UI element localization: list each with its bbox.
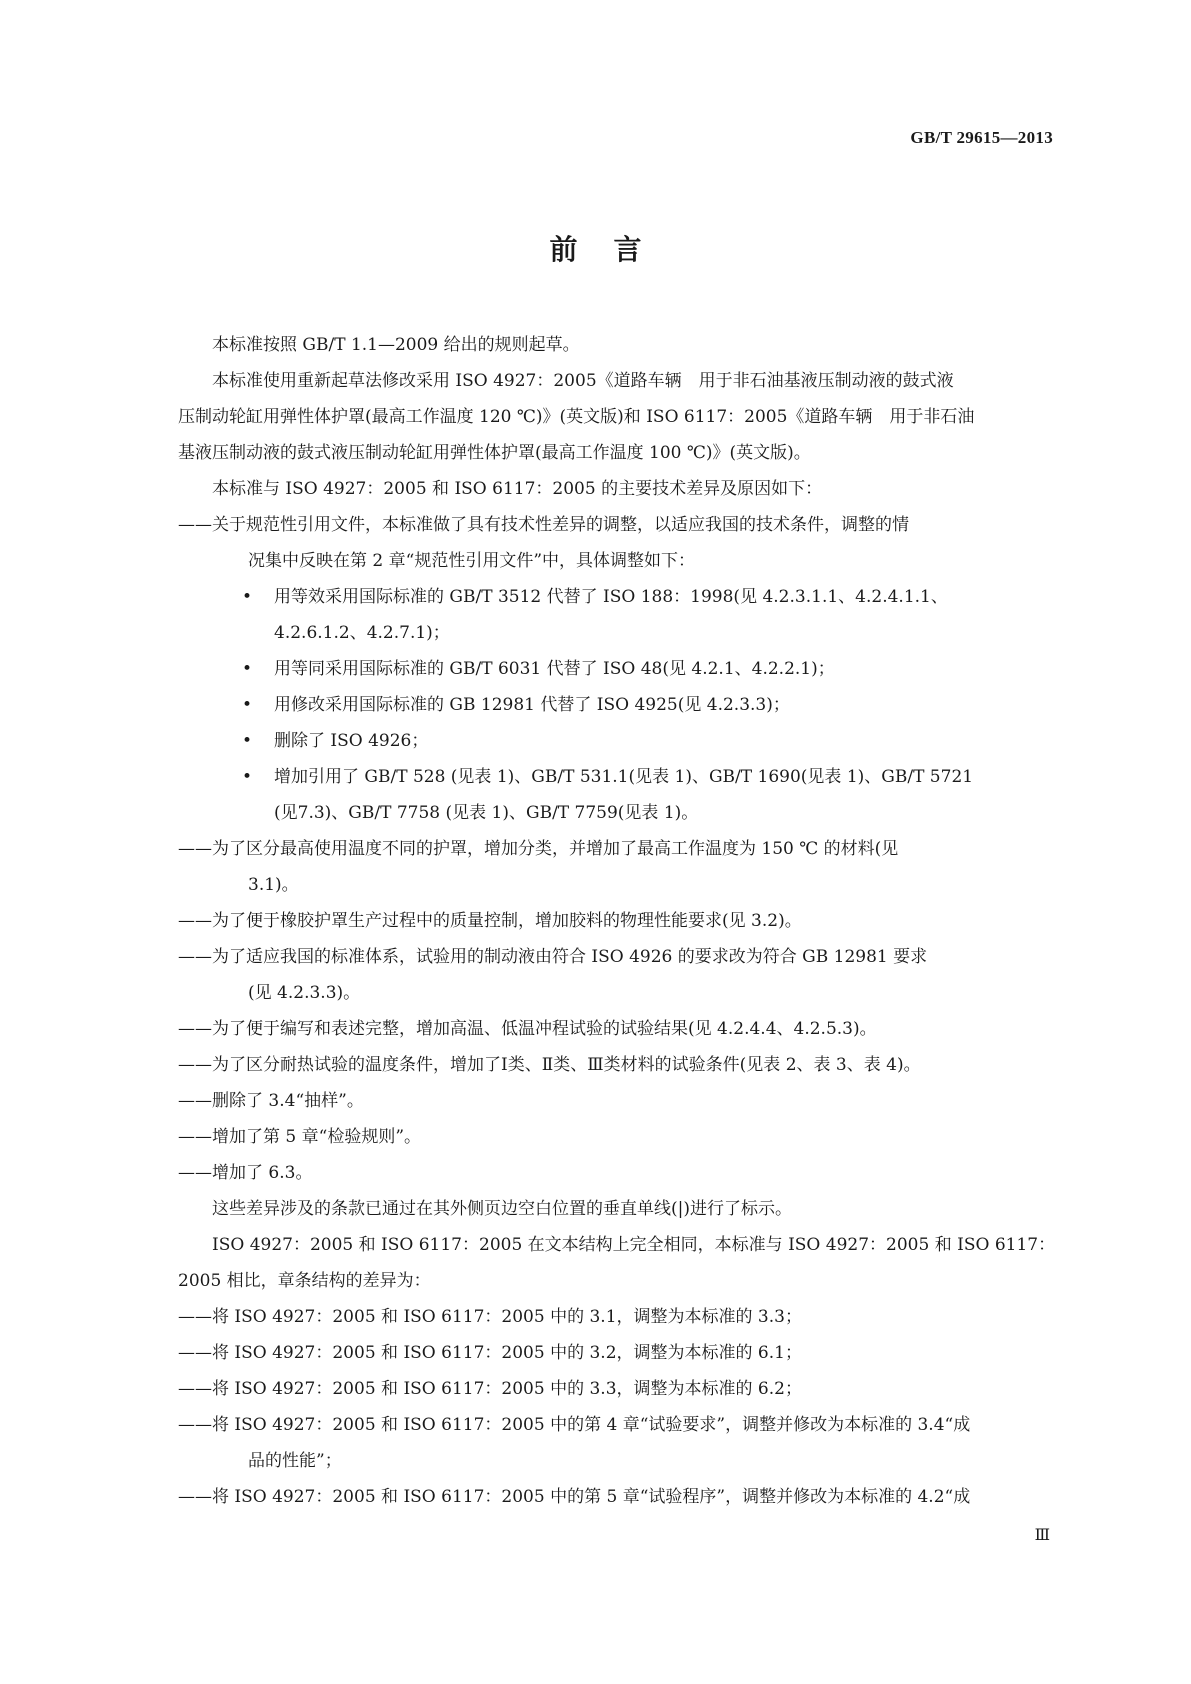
bullet-item: [178, 759, 1054, 795]
bullet-icon: •: [242, 695, 253, 715]
paragraph-line: 压制动轮缸用弹性体护罩(最高工作温度 120 ℃)》(英文版)和 ISO 6117：2005《道路车辆 用于非石油: [178, 407, 975, 427]
paragraph-line: 本标准按照 GB/T 1.1—2009 给出的规则起草。: [212, 335, 580, 355]
document-body: [178, 327, 1054, 1515]
paragraph-line: 本标准与 ISO 4927：2005 和 ISO 6117：2005 的主要技术差异及原因如下：: [212, 479, 823, 499]
page-number: Ⅲ: [1034, 1527, 1050, 1544]
paragraph-line: 2005 相比，章条结构的差异为：: [178, 1271, 431, 1291]
dash-item-line: ——关于规范性引用文件，本标准做了具有技术性差异的调整，以适应我国的技术条件，调整的情: [178, 515, 909, 535]
dash-item-line: ——将 ISO 4927：2005 和 ISO 6117：2005 中的 3.3，调整为本标准的 6.2；: [178, 1379, 802, 1399]
dash-item-line: ——增加了 6.3。: [178, 1163, 313, 1183]
bullet-icon: •: [242, 767, 253, 787]
bullet-item-continuation: (见7.3)、GB/T 7758 (见表 1)、GB/T 7759(见表 1)。: [274, 803, 699, 823]
bullet-icon: •: [242, 731, 253, 751]
bullet-icon: •: [242, 587, 253, 607]
dash-item-line: 3.1)。: [248, 875, 299, 895]
bullet-item: [178, 687, 1054, 723]
dash-item-line: ——将 ISO 4927：2005 和 ISO 6117：2005 中的第 5 章“试验程序”，调整并修改为本标准的 4.2“成: [178, 1487, 971, 1507]
dash-item-line: ——删除了 3.4“抽样”。: [178, 1091, 364, 1111]
dash-item-line: (见 4.2.3.3)。: [248, 983, 361, 1003]
bullet-text: 用等效采用国际标准的 GB/T 3512 代替了 ISO 188：1998(见 4.2.3.1.1、4.2.4.1.1、: [274, 587, 948, 607]
bullet-text: 用修改采用国际标准的 GB 12981 代替了 ISO 4925(见 4.2.3.3)；: [274, 695, 790, 715]
bullet-text: 增加引用了 GB/T 528 (见表 1)、GB/T 531.1(见表 1)、GB/T 1690(见表 1)、GB/T 5721: [274, 767, 974, 787]
paragraph-line: ISO 4927：2005 和 ISO 6117：2005 在文本结构上完全相同，本标准与 ISO 4927：2005 和 ISO 6117：: [212, 1235, 1056, 1255]
paragraph-line: 本标准使用重新起草法修改采用 ISO 4927：2005《道路车辆 用于非石油基液压制动液的鼓式液: [212, 371, 954, 391]
page-title: 前言: [549, 233, 678, 266]
bullet-icon: •: [242, 659, 253, 679]
dash-item-line: ——为了适应我国的标准体系，试验用的制动液由符合 ISO 4926 的要求改为符合 GB 12981 要求: [178, 947, 928, 967]
dash-item-line: ——为了区分耐热试验的温度条件，增加了Ⅰ类、Ⅱ类、Ⅲ类材料的试验条件(见表 2、表 3、表 4)。: [178, 1055, 921, 1075]
standard-number: GB/T 29615—2013: [910, 128, 1053, 147]
paragraph-line: 基液压制动液的鼓式液压制动轮缸用弹性体护罩(最高工作温度 100 ℃)》(英文版)。: [178, 443, 811, 463]
bullet-text: 删除了 ISO 4926；: [274, 731, 429, 751]
dash-item-line: ——为了便于橡胶护罩生产过程中的质量控制，增加胶料的物理性能要求(见 3.2)。: [178, 911, 802, 931]
dash-item-line: ——增加了第 5 章“检验规则”。: [178, 1127, 422, 1147]
dash-item-line: 况集中反映在第 2 章“规范性引用文件”中，具体调整如下：: [248, 551, 696, 571]
dash-item-line: ——将 ISO 4927：2005 和 ISO 6117：2005 中的第 4 章“试验要求”，调整并修改为本标准的 3.4“成: [178, 1415, 971, 1435]
dash-item-line: ——为了便于编写和表述完整，增加高温、低温冲程试验的试验结果(见 4.2.4.4、4.2.5.3)。: [178, 1019, 877, 1039]
dash-item-line: ——将 ISO 4927：2005 和 ISO 6117：2005 中的 3.1，调整为本标准的 3.3；: [178, 1307, 802, 1327]
bullet-item-continuation: 4.2.6.1.2、4.2.7.1)；: [274, 623, 450, 643]
bullet-text: 用等同采用国际标准的 GB/T 6031 代替了 ISO 48(见 4.2.1、4.2.2.1)；: [274, 659, 835, 679]
dash-item-line: ——将 ISO 4927：2005 和 ISO 6117：2005 中的 3.2，调整为本标准的 6.1；: [178, 1343, 802, 1363]
bullet-item: [178, 723, 1054, 759]
paragraph-line: 这些差异涉及的条款已通过在其外侧页边空白位置的垂直单线(|)进行了标示。: [212, 1199, 792, 1219]
dash-item-line: 品的性能”；: [248, 1451, 342, 1471]
bullet-item: [178, 651, 1054, 687]
dash-item-line: ——为了区分最高使用温度不同的护罩，增加分类，并增加了最高工作温度为 150 ℃ 的材料(见: [178, 839, 899, 859]
bullet-item: [178, 579, 1054, 615]
